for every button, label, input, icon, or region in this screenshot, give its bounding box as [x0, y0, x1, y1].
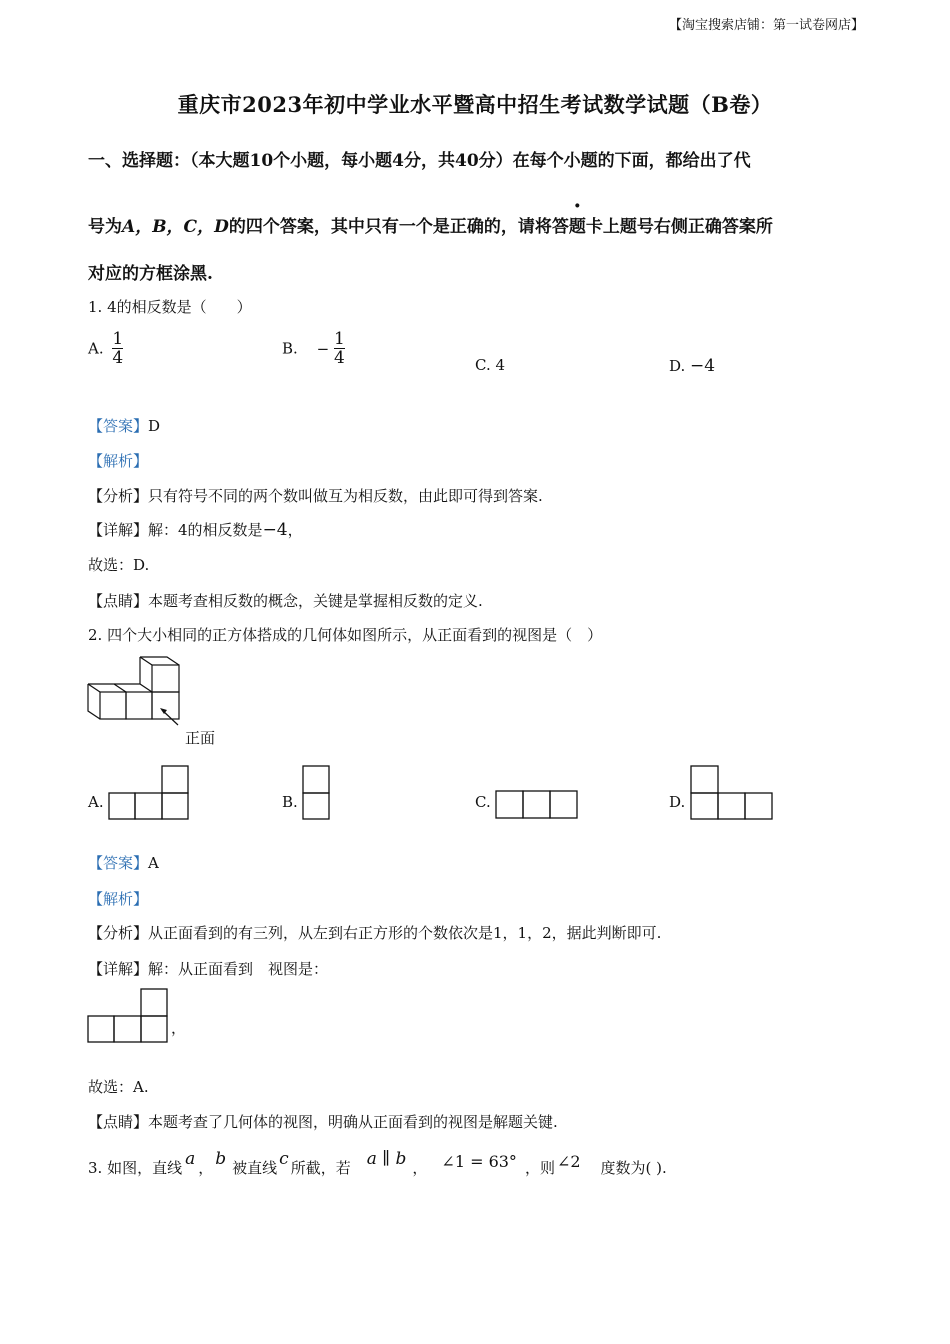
- header-shop-text: 【淘宝搜索店铺：第一试卷网店】: [668, 18, 864, 33]
- q2-option-d-figure[interactable]: [690, 765, 774, 821]
- section-instructions-line1: 一、选择题：（本大题10个小题，每小题4分，共40分）在每个小题的下面，都给出了代: [88, 151, 751, 171]
- q2-option-b-figure[interactable]: [302, 765, 332, 821]
- q1-option-c[interactable]: C. 4: [475, 356, 506, 374]
- q2-answer: [88, 852, 159, 873]
- q1-option-d-label: D.: [669, 357, 686, 375]
- xiangjie-text: 解：从正面看到 视图是：: [148, 960, 329, 978]
- answer-tag: 【答案】: [88, 417, 149, 435]
- q2-option-c-figure[interactable]: [495, 790, 579, 820]
- q2-option-a-figure[interactable]: [108, 765, 190, 821]
- q2-analysis-tag: 【解析】: [88, 890, 149, 908]
- q1-option-a-fraction: $\frac{1}{4}$: [112, 329, 124, 368]
- dianjing-text: 本题考查了几何体的视图，明确从正面看到的视图是解题关键.: [148, 1113, 558, 1131]
- section-instructions-line3: 对应的方框涂黑.: [88, 264, 213, 284]
- q1-option-b-sign: −: [316, 339, 330, 358]
- q2-cube-figure: [88, 655, 198, 721]
- fenxi-tag: 【分析】: [88, 924, 149, 942]
- fenxi-tag: 【分析】: [88, 487, 149, 505]
- q1-dianjing: [88, 590, 483, 611]
- q2-option-b-label[interactable]: B.: [282, 793, 298, 811]
- dianjing-tag: 【点睛】: [88, 592, 149, 610]
- fenxi-text: 只有符号不同的两个数叫做互为相反数，由此即可得到答案.: [148, 487, 543, 505]
- q3-line-c: c: [279, 1149, 289, 1169]
- q3-stem: 3. 如图，直线 a ， b 被直线 c 所截，若 a ∥ b ， ∠1 = 63° ，则 ∠2 度数为( ).: [88, 1149, 667, 1177]
- q2-option-d-label[interactable]: D.: [669, 793, 686, 811]
- q1-fenxi: [88, 485, 543, 506]
- q2-solution-figure: [87, 988, 171, 1044]
- xiangjie-text: 解：4的相反数是: [148, 521, 263, 539]
- section-instructions-line2: [88, 212, 773, 237]
- line2-letters: A，B，C，D: [122, 217, 229, 237]
- fenxi-text: 从正面看到的有三列，从左到右正方形的个数依次是1，1，2，据此判断即可.: [148, 924, 662, 942]
- q2-solution-comma: ，: [171, 1019, 187, 1037]
- q2-fenxi: [88, 922, 661, 943]
- dianjing-tag: 【点睛】: [88, 1113, 149, 1131]
- answer-value: D: [148, 417, 161, 435]
- q2-guxuan: 故选：A.: [88, 1078, 149, 1096]
- q3-line-a: a: [185, 1149, 196, 1169]
- q3-line-b: b: [215, 1149, 227, 1169]
- answer-value: A: [148, 854, 159, 872]
- q1-option-b-label: B.: [282, 339, 298, 358]
- q1-option-b[interactable]: [282, 330, 345, 367]
- xiangjie-tag: 【详解】: [88, 960, 149, 978]
- q1-option-a-label: A.: [88, 339, 104, 358]
- q2-xiangjie: [88, 958, 328, 979]
- q2-dianjing: [88, 1111, 558, 1132]
- line2-post: 上题号右侧正确答案所: [602, 217, 773, 237]
- q1-xiangjie: 【详解】解：4的相反数是−4，: [88, 520, 303, 540]
- q3-angle2: ∠2: [556, 1152, 581, 1171]
- q1-stem: 1. 4的相反数是（ ）: [88, 298, 252, 316]
- page-title: 重庆市2023年初中学业水平暨高中招生考试数学试题（B卷）: [177, 92, 773, 117]
- line2-mid: 的四个答案，其中只有一个是正确的，请将: [228, 217, 552, 237]
- q3-parallel: a ∥ b: [366, 1149, 407, 1169]
- q3-angle1: ∠1 = 63°: [441, 1152, 517, 1171]
- emphasis-answer-card: 答题卡: [551, 217, 603, 237]
- q2-option-c-label[interactable]: C.: [475, 793, 491, 811]
- q1-option-d-value: −4: [690, 356, 716, 376]
- xiangjie-value: −4: [262, 520, 288, 540]
- q1-answer: [88, 415, 160, 436]
- xiangjie-tag: 【详解】: [88, 521, 149, 539]
- q2-front-label: 正面: [185, 729, 216, 747]
- q1-guxuan: 故选：D.: [88, 556, 150, 574]
- dianjing-text: 本题考查相反数的概念，关键是掌握相反数的定义.: [148, 592, 483, 610]
- q1-option-d[interactable]: [669, 356, 715, 376]
- q2-option-a-label[interactable]: A.: [88, 793, 104, 811]
- q2-stem: 2. 四个大小相同的正方体搭成的几何体如图所示，从正面看到的视图是（ ）: [88, 626, 603, 644]
- q1-option-a[interactable]: [88, 330, 123, 367]
- q1-analysis-tag: 【解析】: [88, 452, 149, 470]
- q1-option-b-fraction: $\frac{1}{4}$: [333, 329, 345, 368]
- line2-pre: 号为: [88, 217, 122, 237]
- answer-tag: 【答案】: [88, 854, 149, 872]
